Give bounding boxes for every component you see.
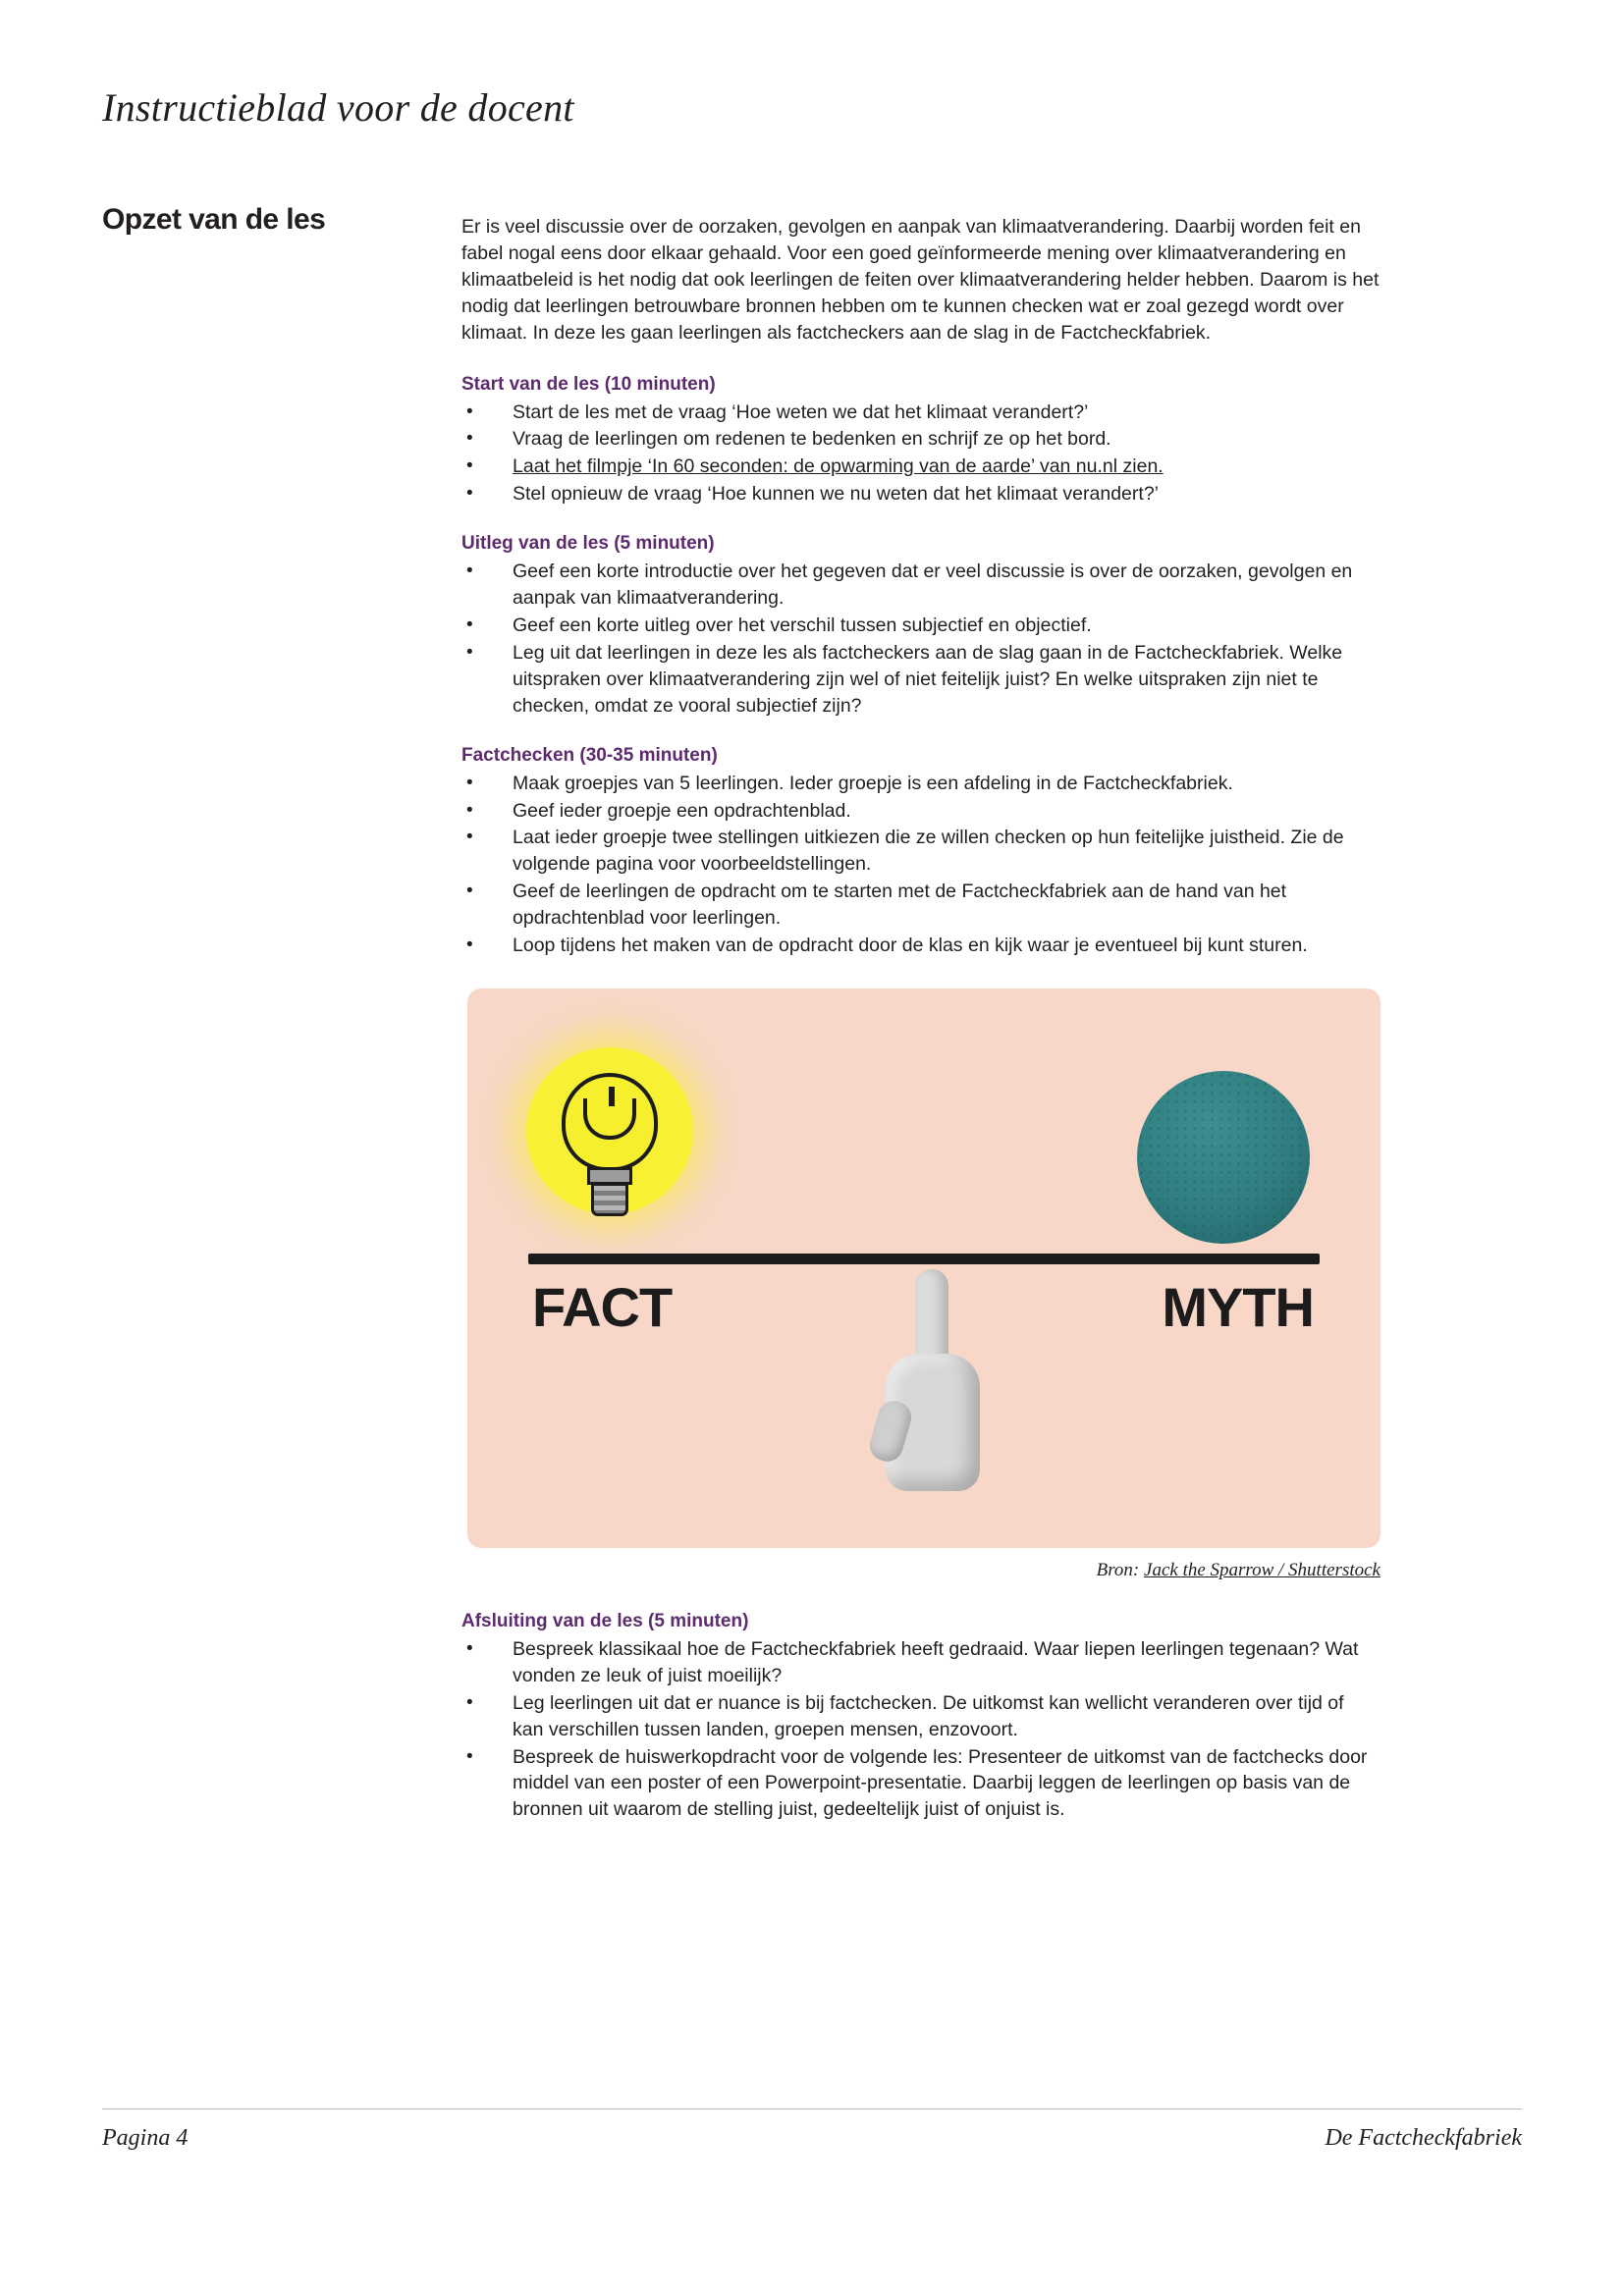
list-item — [461, 640, 1380, 720]
list-item-text: Bespreek de huiswerkopdracht voor de volgende les: Presenteer de uitkomst van de factchecks door middel van een poster of een Powerpoint-presentatie. Daarbij leggen de leerlingen op basis van de bronnen uit waarom de stelling juist, gedeeltelijk juist of onjuist is. — [513, 1745, 1368, 1821]
list-item — [461, 1636, 1380, 1689]
pointing-hand-icon — [872, 1263, 990, 1538]
list-item-text: Maak groepjes van 5 leerlingen. Ieder groepje is een afdeling in de Factcheckfabriek. — [513, 772, 1233, 794]
bullet-dot: • — [466, 772, 473, 793]
list-item-text: Bespreek klassikaal hoe de Factcheckfabriek heeft gedraaid. Waar liepen leerlingen tegenaan? Wat vonden ze leuk of juist moeilijk? — [513, 1637, 1359, 1686]
page-title: Instructieblad voor de docent — [102, 85, 574, 130]
lightbulb-base — [591, 1183, 628, 1216]
block-title: Uitleg van de les (5 minuten) — [461, 533, 715, 555]
list-item-text: Geef een korte introductie over het gegeven dat er veel discussie is over de oorzaken, gevolgen en aanpak van klimaatverandering. — [513, 561, 1353, 610]
block-title: Start van de les (10 minuten) — [461, 373, 716, 395]
bullet-dot: • — [466, 799, 473, 821]
bullet-dot: • — [466, 1745, 473, 1767]
footer-document-name: De Factcheckfabriek — [1325, 2125, 1522, 2151]
section-heading: Opzet van de les — [102, 203, 326, 236]
figure-credit — [467, 1560, 1380, 1581]
bullet-dot: • — [466, 455, 473, 477]
figure-label-fact: FACT — [532, 1275, 673, 1338]
lesson-block-start — [461, 374, 1380, 508]
list-item — [461, 771, 1380, 797]
footer-page-number: Pagina 4 — [102, 2125, 189, 2151]
bullet-dot: • — [466, 400, 473, 422]
list-item — [461, 933, 1380, 959]
list-item — [461, 1744, 1380, 1824]
video-link[interactable]: Laat het filmpje ‘In 60 seconden: de opwarming van de aarde’ van nu.nl zien. — [513, 455, 1164, 478]
bullet-dot: • — [466, 827, 473, 848]
bullet-list — [461, 771, 1380, 959]
list-item-text: Loop tijdens het maken van de opdracht door de klas en kijk waar je eventueel bij kunt sturen. — [513, 934, 1308, 957]
list-item — [461, 481, 1380, 507]
list-item-text: Leg leerlingen uit dat er nuance is bij factchecken. De uitkomst kan wellicht veranderen over tijd of kan verschillen tussen landen, groepen mensen, enzovoort. — [513, 1691, 1344, 1740]
bullet-dot: • — [466, 428, 473, 450]
bullet-dot: • — [466, 1691, 473, 1713]
bullet-dot: • — [466, 641, 473, 663]
lesson-block-factchecken — [461, 745, 1380, 959]
list-item-text: Stel opnieuw de vraag ‘Hoe kunnen we nu weten dat het klimaat verandert?’ — [513, 483, 1159, 506]
bullet-dot: • — [466, 614, 473, 635]
list-item-text: Vraag de leerlingen om redenen te bedenken en schrijf ze op het bord. — [513, 428, 1111, 451]
list-item — [461, 426, 1380, 453]
bullet-dot: • — [466, 881, 473, 902]
bullet-dot: • — [466, 483, 473, 505]
intro-paragraph: Er is veel discussie over de oorzaken, gevolgen en aanpak van klimaatverandering. Daarbij worden feit en fabel nogal eens door elkaar gehaald. Voor een goed geïnformeerde mening over klimaatverandering en klimaatbeleid is het nodig dat ook leerlingen de feiten over klimaatverandering helder hebben. Daarom is het nodig dat leerlingen betrouwbare bronnen hebben om te kunnen checken wat er zoal gezegd wordt over klimaat. In deze les gaan leerlingen als factcheckers aan de slag in de Factcheckfabriek. — [461, 216, 1380, 344]
figure-credit-source[interactable]: Jack the Sparrow / Shutterstock — [1144, 1559, 1380, 1580]
list-item — [461, 879, 1380, 932]
list-item — [461, 613, 1380, 639]
list-item — [461, 559, 1380, 612]
list-item — [461, 400, 1380, 426]
list-item — [461, 1690, 1380, 1743]
main-content-column — [461, 214, 1380, 1848]
bullet-dot: • — [466, 934, 473, 956]
list-item — [461, 825, 1380, 878]
list-item-text: Geef de leerlingen de opdracht om te starten met de Factcheckfabriek aan de hand van het opdrachtenblad voor leerlingen. — [513, 881, 1287, 930]
figure-credit-prefix: Bron: — [1096, 1559, 1140, 1580]
bullet-dot: • — [466, 561, 473, 582]
list-item-text: Start de les met de vraag ‘Hoe weten we dat het klimaat verandert?’ — [513, 400, 1089, 423]
block-title: Afsluiting van de les (5 minuten) — [461, 1610, 749, 1631]
list-item — [461, 454, 1380, 480]
list-item — [461, 798, 1380, 825]
fact-myth-illustration — [467, 988, 1380, 1548]
figure-label-myth: MYTH — [1162, 1275, 1314, 1338]
lesson-block-afsluiting — [461, 1611, 1380, 1823]
list-item-text: Leg uit dat leerlingen in deze les als factcheckers aan de slag gaan in de Factcheckfabriek. Welke uitspraken over klimaatverandering zijn wel of niet feitelijk juist? En welke uitspraken zijn niet te checken, omdat ze vooral subjectief zijn? — [513, 641, 1343, 717]
list-item-text: Geef een korte uitleg over het verschil tussen subjectief en objectief. — [513, 614, 1092, 636]
bullet-list — [461, 400, 1380, 508]
list-item-text: Geef ieder groepje een opdrachtenblad. — [513, 799, 851, 822]
list-item-text: Laat ieder groepje twee stellingen uitkiezen die ze willen checken op hun feitelijke juistheid. Zie de volgende pagina voor voorbeeldstellingen. — [513, 827, 1344, 876]
bullet-dot: • — [466, 1637, 473, 1659]
block-title: Factchecken (30-35 minuten) — [461, 744, 718, 766]
lesson-block-uitleg — [461, 533, 1380, 719]
myth-sphere — [1137, 1071, 1310, 1244]
figure-container — [467, 988, 1380, 1581]
bullet-list — [461, 1636, 1380, 1823]
bullet-list — [461, 559, 1380, 719]
